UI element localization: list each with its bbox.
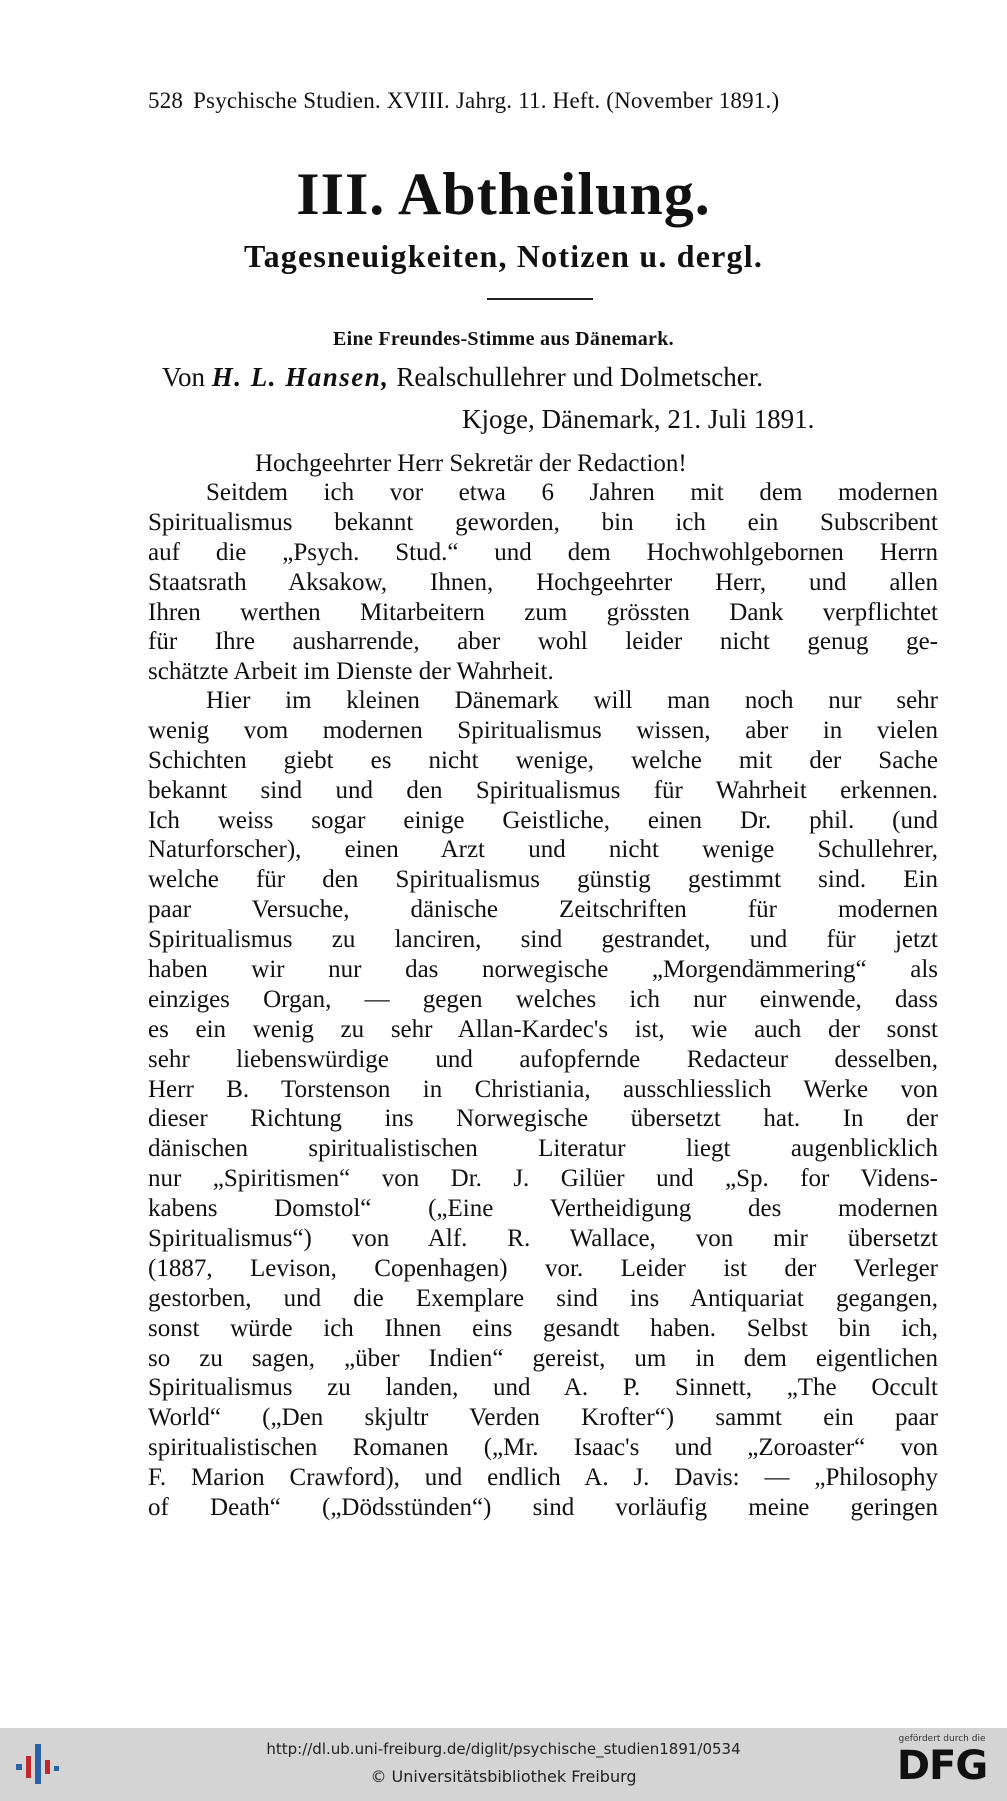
text-line: Spiritualismus bekannt geworden, bin ich ein Subscribent [148,508,938,536]
text-line: gestorben, und die Exemplare sind ins Antiquariat gegangen, [148,1284,938,1312]
text-line: spiritualistischen Romanen („Mr. Isaac's und „Zoroaster“ von [148,1434,938,1462]
text-line: kabens Domstol“ („Eine Vertheidigung des modernen [148,1195,938,1223]
text-line: (1887, Levison, Copenhagen) vor. Leider ist der Verleger [148,1254,938,1282]
text-line: schätzte Arbeit im Dienste der Wahrheit. [148,658,554,686]
dfg-logo[interactable] [887,1734,997,1796]
text-line: F. Marion Crawford), und endlich A. J. Davis: — „Philosophy [148,1464,938,1492]
byline-prefix: Von [162,362,206,392]
text-line: Staatsrath Aksakow, Ihnen, Hochgeehrter Herr, und allen [148,568,938,596]
text-line: Naturforscher), einen Arzt und nicht wenige Schullehrer, [148,836,938,864]
text-line: of Death“ („Dödsstünden“) sind vorläufig meine geringen [148,1494,938,1522]
text-line: es ein wenig zu sehr Allan-Kardec's ist, wie auch der sonst [148,1015,938,1043]
source-url-link[interactable]: http://dl.ub.uni-freiburg.de/diglit/psychische_studien1891/0534 [266,1740,741,1758]
text-line: dänischen spiritualistischen Literatur liegt augenblicklich [148,1135,938,1163]
dateline: Kjoge, Dänemark, 21. Juli 1891. [462,404,815,434]
sponsor-note: gefördert durch die [898,1734,986,1744]
text-line: bekannt sind und den Spiritualismus für Wahrheit erkennen. [148,776,938,804]
article-title: Eine Freundes-Stimme aus Dänemark. [333,328,674,350]
text-line: Seitdem ich vor etwa 6 Jahren mit dem modernen [206,479,938,506]
byline [162,362,942,393]
text-line: Hier im kleinen Dänemark will man noch nur sehr [206,687,938,714]
page-number: 528 [148,88,184,113]
author-name: H. L. Hansen, [211,362,390,392]
running-title: Psychische Studien. XVIII. Jahrg. 11. Heft. (November 1891.) [193,88,780,113]
text-line: sehr liebenswürdige und aufopfernde Redacteur desselben, [148,1045,938,1073]
text-line: wenig vom modernen Spiritualismus wissen, aber in vielen [148,716,938,744]
text-line: auf die „Psych. Stud.“ und dem Hochwohlgebornen Herrn [148,538,938,566]
section-subtitle: Tagesneuigkeiten, Notizen u. dergl. [243,238,764,274]
copyright-notice: © Universitätsbibliothek Freiburg [370,1767,637,1786]
text-line: für Ihre ausharrende, aber wohl leider nicht genug ge- [148,628,938,656]
author-title: Realschullehrer und Dolmetscher. [396,362,763,392]
text-line: Spiritualismus zu lanciren, sind gestrandet, und für jetzt [148,926,938,954]
section-title: III. Abtheilung. [296,161,711,227]
text-line: Ich weiss sogar einige Geistliche, einen Dr. phil. (und [148,806,938,834]
title-divider [487,298,593,300]
dfg-mark: DFG [896,1743,988,1789]
text-line: Schichten giebt es nicht wenige, welche mit der Sache [148,746,938,774]
text-line: Ihren werthen Mitarbeitern zum grössten Dank verpflichtet [148,598,938,626]
text-line: Spiritualismus“) von Alf. R. Wallace, von mir übersetzt [148,1225,938,1253]
footer-bar [0,1728,1007,1801]
text-line: paar Versuche, dänische Zeitschriften für modernen [148,896,938,924]
salutation: Hochgeehrter Herr Sekretär der Redaction! [255,450,687,477]
text-line: Spiritualismus zu landen, und A. P. Sinnett, „The Occult [148,1374,938,1402]
text-line: sonst würde ich Ihnen eins gesandt haben. Selbst bin ich, [148,1314,938,1342]
paragraph-2 [148,686,938,1523]
text-line: welche für den Spiritualismus günstig gestimmt sind. Ein [148,866,938,894]
text-line: World“ („Den skjultr Verden Krofter“) sammt ein paar [148,1404,938,1432]
text-line: einziges Organ, — gegen welches ich nur einwende, dass [148,985,938,1013]
text-line: haben wir nur das norwegische „Morgendämmering“ als [148,956,938,984]
paragraph-1 [148,478,938,687]
text-line: Herr B. Torstenson in Christiania, ausschliesslich Werke von [148,1075,938,1103]
text-line: dieser Richtung ins Norwegische übersetzt hat. In der [148,1105,938,1133]
text-line: nur „Spiritismen“ von Dr. J. Gilüer und „Sp. for Videns- [148,1165,938,1193]
running-header [148,88,938,114]
text-line: so zu sagen, „über Indien“ gereist, um in dem eigentlichen [148,1344,938,1372]
